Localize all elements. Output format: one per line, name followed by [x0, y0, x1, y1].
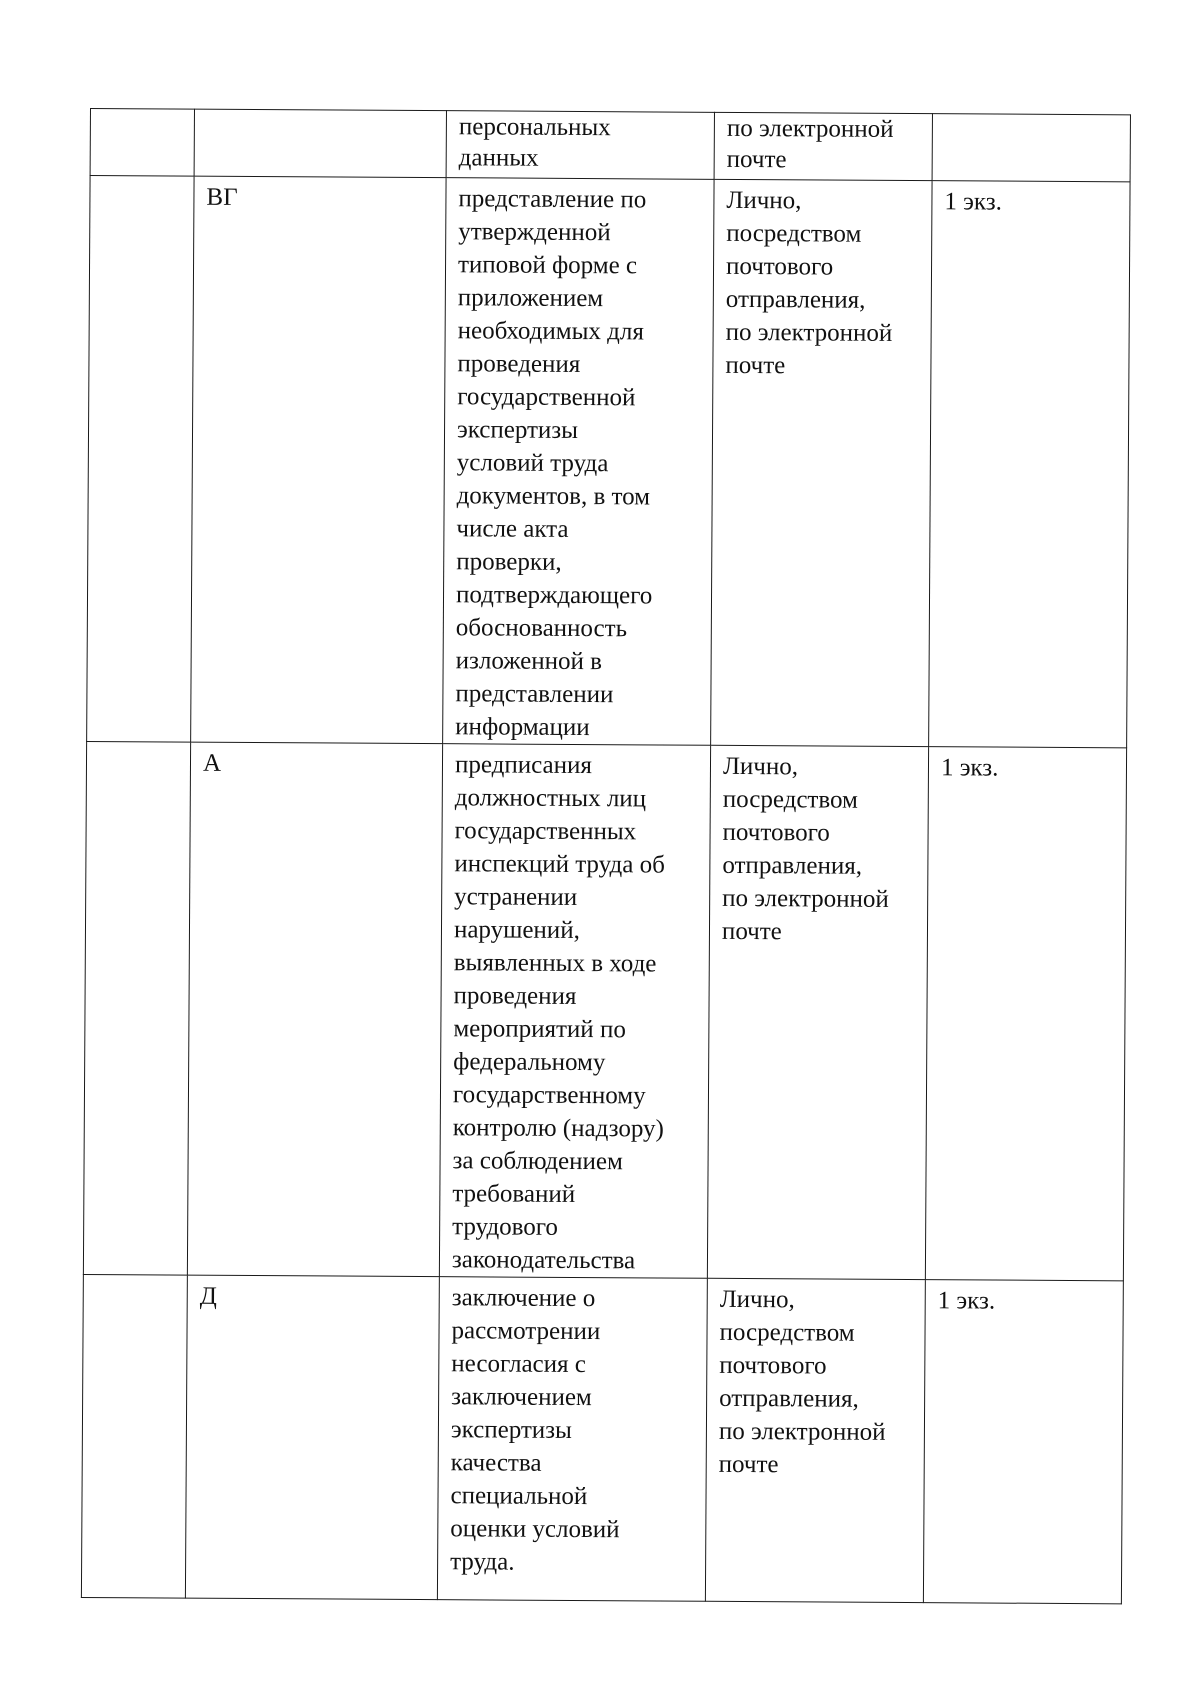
document-code-cell: Д [185, 1275, 439, 1600]
document-code-cell: ВГ [191, 176, 446, 744]
quantity-cell: 1 экз. [925, 747, 1126, 1281]
table-row [83, 741, 1126, 1280]
document-code-cell [194, 109, 446, 178]
submission-method-cell: по электронной почте [714, 112, 932, 180]
quantity-cell: 1 экз. [929, 181, 1130, 748]
document-description-cell: персональных данных [446, 111, 714, 180]
document-code-cell: А [187, 742, 442, 1277]
quantity-cell [932, 114, 1130, 182]
table-row [87, 176, 1130, 748]
row-number-cell [83, 741, 190, 1275]
row-number-cell [87, 176, 194, 743]
table-row [90, 109, 1130, 182]
submission-method-cell: Лично, посредством почтового отправления, по электронной почте [711, 179, 932, 746]
document-description-cell: представление по утвержденной типовой форме с приложением необходимых для проведения государственной экспертизы условий труда документов, в том числе акта проверки, подтверждающего обоснованность изложенной в представлении информации [443, 178, 714, 746]
table-row [81, 1274, 1123, 1603]
submission-method-cell: Лично, посредством почтового отправления, по электронной почте [707, 745, 928, 1279]
document-description-cell: заключение о рассмотрении несогласия с заключением экспертизы качества специальной оценки условий труда. [437, 1277, 707, 1602]
submission-method-cell: Лично, посредством почтового отправления, по электронной почте [705, 1278, 925, 1602]
quantity-cell: 1 экз. [923, 1280, 1123, 1604]
row-number-cell [90, 109, 194, 177]
documents-table [81, 108, 1131, 1604]
row-number-cell [81, 1274, 187, 1598]
document-description-cell: предписания должностных лиц государственных инспекций труда об устранении нарушений, выявленных в ходе проведения мероприятий по федеральному государственному контролю (надзору) за соблюдением требований трудового законодательства [439, 744, 710, 1279]
